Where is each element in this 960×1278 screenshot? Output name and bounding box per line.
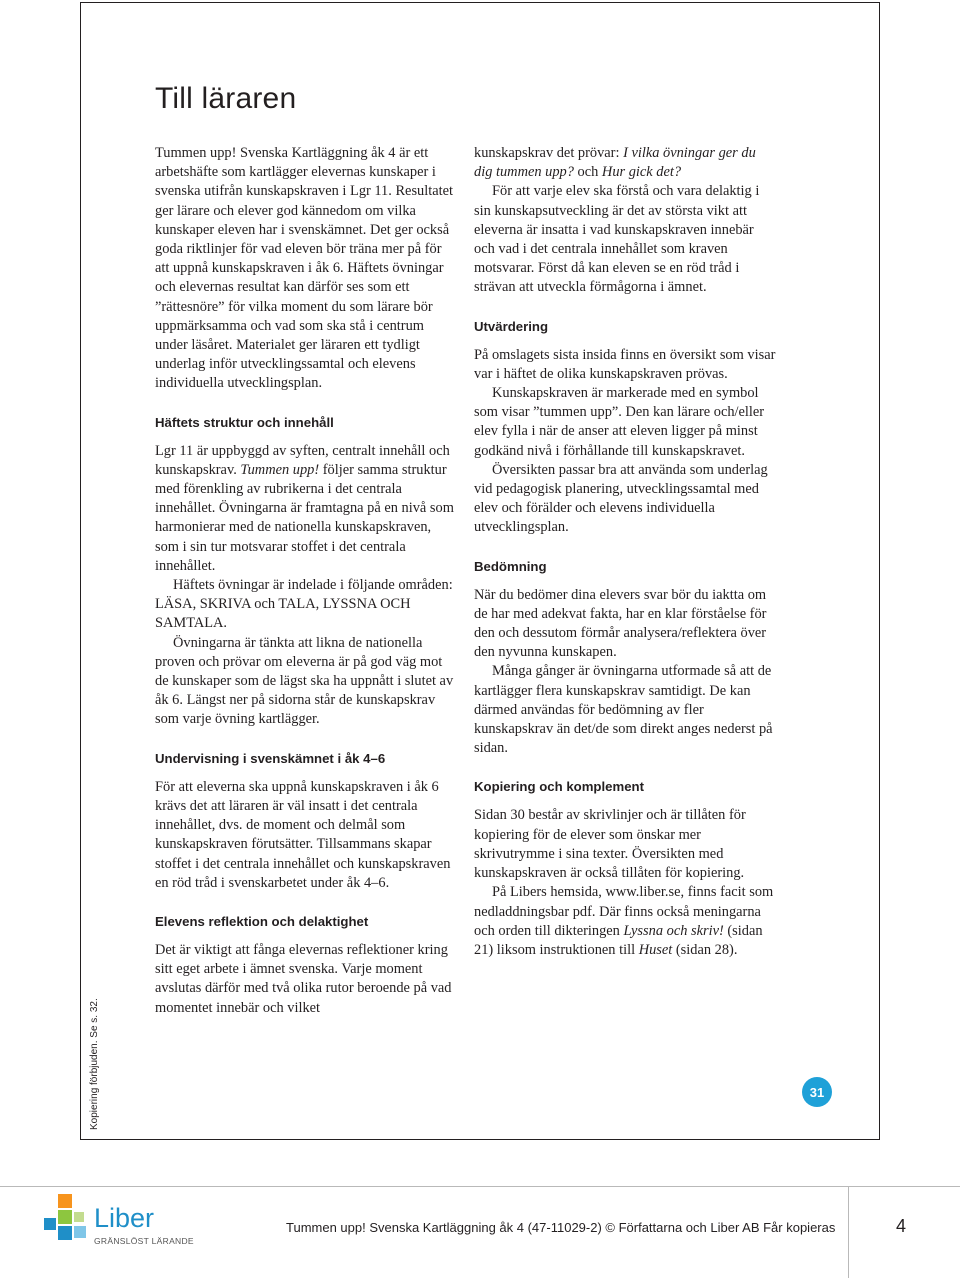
footer-divider xyxy=(0,1186,960,1187)
bedomning-paragraph-2: Många gånger är övningarna utformade så att de kartlägger flera kunskapskrav samtidigt. De kan därmed användas för bedömning av fler kunskapskrav än det/de som direkt anges nederst på sidan. xyxy=(474,663,773,757)
kopiering-paragraph-1: Sidan 30 består av skrivlinjer och är tillåten för kopiering för de elever som önskar mer skrivutrymme i sina texter. Översikten med kunskapskraven är också tillåten för kopiering. xyxy=(474,807,746,882)
logo-wordmark: Liber xyxy=(94,1203,155,1233)
reflektion-paragraph: Det är viktigt att fånga elevernas reflektioner kring sitt eget arbete i ämnet svenska. Varje moment avslutas därför med två olika rutor beroende på vad momentet innebär och vilket xyxy=(155,941,452,1016)
undervisning-paragraph: För att eleverna ska uppnå kunskapskraven i åk 6 krävs det att läraren är väl insatt i det centrala innehållet, dvs. de moment och delmål som kunskapskraven förutsätter. Tillsammans skapar stoffet i det centrala innehållet och kunskapskraven en röd tråd i svenskarbetet under åk 4–6. xyxy=(155,778,451,891)
page-number-badge: 31 xyxy=(802,1077,832,1107)
page-title: Till läraren xyxy=(155,82,297,115)
heading-undervisning: Undervisning i svenskämnet i åk 4–6 xyxy=(155,750,386,766)
right-column xyxy=(474,144,776,960)
kopiering-paragraph-2: På Libers hemsida, www.liber.se, finns facit som nedladdningsbar pdf. Där finns också meningarna och orden till dikteringen Lyssna och skriv! (sidan 21) liksom instruktionen till Huset (sidan 28). xyxy=(474,884,774,958)
heading-struktur: Häftets struktur och innehåll xyxy=(155,414,334,430)
logo-tagline: GRÄNSLÖST LÄRANDE xyxy=(94,1236,194,1246)
delaktighet-paragraph: För att varje elev ska förstå och vara delaktig i sin kunskapsutveckling är det av största vikt att eleverna är insatta i vad kunskapskraven innebär och vad i det centrala innehållet som kraven motsvarar. Först då kan eleven se en röd tråd i strävan att utveckla förmågorna i ämnet. xyxy=(474,183,760,296)
utvardering-paragraph-3: Översikten passar bra att använda som underlag vid pedagogisk planering, utvecklingssamtal med elev och förälder och elevens individuella utvecklingsplan. xyxy=(474,461,768,536)
footer-page-number: 4 xyxy=(896,1216,907,1236)
left-column xyxy=(155,144,457,1018)
struktur-paragraph-1: Lgr 11 är uppbyggd av syften, centralt innehåll och kunskapskrav. Tummen upp! följer samma struktur med förenkling av rubrikerna i det centrala innehållet. Övningarna är framtagna på en nivå som harmonierar med de nationella kunskapskraven, som i sin tur motsvarar stoffet i det centrala innehållet. xyxy=(155,442,454,574)
struktur-paragraph-3: Övningarna är tänkta att likna de nationella proven och prövar om eleverna är på god väg mot de kunskaper som de lägst ska ha uppnått i slutet av åk 6. Längst ner på sidorna står de kunskapskrav som varje övning kartlägger. xyxy=(155,634,454,728)
intro-paragraph: Tummen upp! Svenska Kartläggning åk 4 är ett arbetshäfte som kartlägger elevernas kunskaper i svenska utifrån kunskapskraven i Lgr 11. Resultatet ger lärare och elever god kännedom om vilka kunskaper eleven har i svenskämnet. Det ger också goda riktlinjer för vad eleven bör träna mer på för att uppnå kunskapskraven i åk 6. Häftets övningar och elevernas resultat kan därför ses som ett ”rättesnöre” för vilka moment du som lärare bör uppmärksamma och vad som ska stå i centrum under läsåret. Materialet ger läraren ett tydligt underlag inför utvecklingssamtal och elevens individuella utvecklingsplan. xyxy=(155,145,454,392)
continued-paragraph: kunskapskrav det prövar: I vilka övningar ger du dig tummen upp? och Hur gick det? xyxy=(474,145,756,181)
utvardering-paragraph-2: Kunskapskraven är markerade med en symbol som visar ”tummen upp”. Den kan lärare och/eller elev fylla i när de anser att eleven ligger på minst godkänd nivå i förhållande till kunskapskravet. xyxy=(474,385,765,459)
utvardering-paragraph-1: På omslagets sista insida finns en översikt som visar var i häftet de olika kunskapskraven prövas. xyxy=(474,346,776,382)
heading-reflektion: Elevens reflektion och delaktighet xyxy=(155,913,369,929)
footer-vertical-divider xyxy=(848,1186,849,1278)
bedomning-paragraph-1: När du bedömer dina elevers svar bör du iaktta om de har med adekvat fakta, har en klar förståelse för den och dessutom förmår analysera/reflektera över den nyvunna kunskapen. xyxy=(474,586,767,661)
heading-utvardering: Utvärdering xyxy=(474,318,549,334)
heading-bedomning: Bedömning xyxy=(474,558,547,574)
footer-credits: Tummen upp! Svenska Kartläggning åk 4 (47-11029-2) © Författarna och Liber AB Får kopieras xyxy=(286,1220,836,1235)
struktur-paragraph-2: Häftets övningar är indelade i följande områden: LÄSA, SKRIVA och TALA, LYSSNA OCH SAMTALA. xyxy=(155,577,453,632)
copy-notice: Kopiering förbjuden. Se s. 32. xyxy=(89,998,100,1130)
heading-kopiering: Kopiering och komplement xyxy=(474,779,644,795)
